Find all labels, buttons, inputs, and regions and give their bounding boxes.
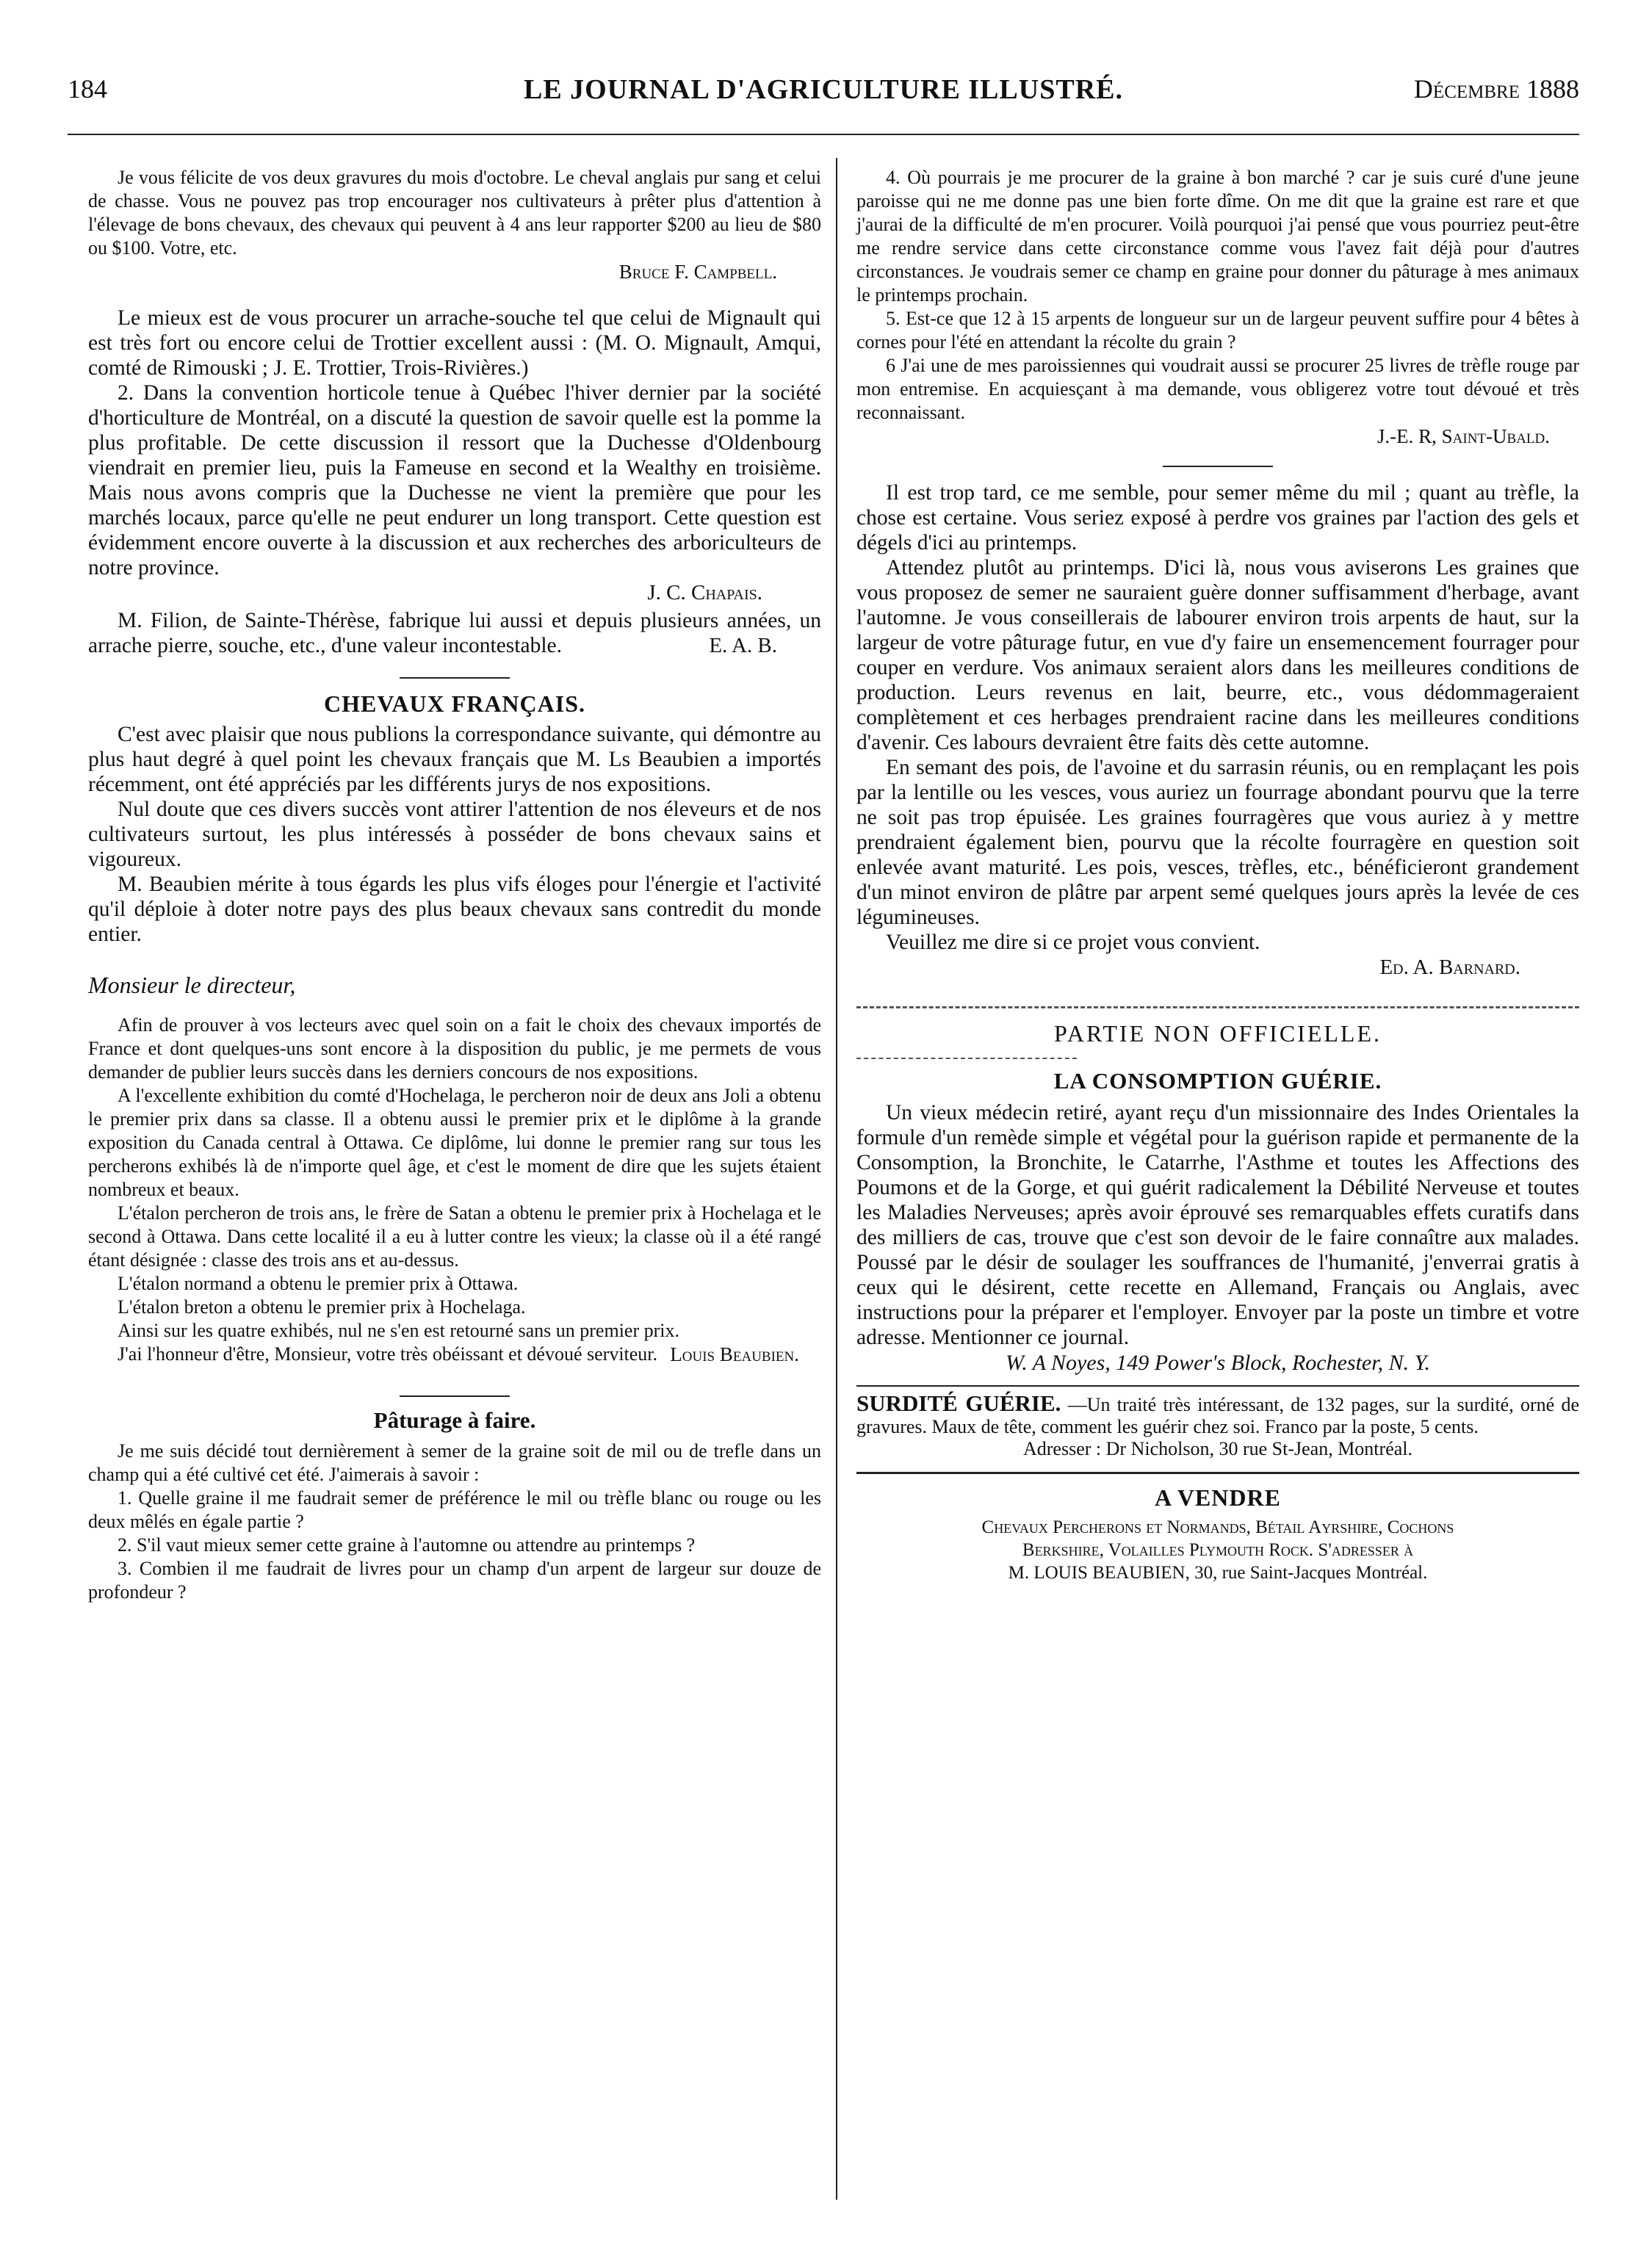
chevaux-francais-heading: CHEVAUX FRANÇAIS. <box>324 690 585 717</box>
paturage-question-3: 3. Combien il me faudrait de livres pour un champ d'un arpent de largeur sur douze de profondeur ? <box>88 1558 821 1603</box>
answer-rule <box>1163 466 1273 467</box>
paturage-questions-continued <box>856 166 1579 448</box>
answer-paragraph-2: Attendez plutôt au printemps. D'ici là, nous vous aviserons Les graines que vous proposez de semer ne sauraient guère donner suffisamment d'herbage, avant l'automne. Je vous conseillerais de labourer environ trois arpents de haut, sur la largeur de votre pâturage futur, en vue d'y faire un ensemencement fourrager pour couper en verdure. Vos animaux seraient alors dans les meilleures conditions de production. Leurs revenus en lait, beurre, etc., vous dédommageraient complètement et ces herbages prendraient racine dans les meilleures conditions d'avenir. Ces labours devraient être faits dès cette automne. <box>856 556 1579 754</box>
campbell-signature: Bruce F. Campbell. <box>618 261 777 283</box>
paturage-paragraph-1: Je me suis décidé tout dernièrement à semer de la graine soit de mil ou de trefle dans un champ qui a été cultivé cet été. J'aimerais à savoir : <box>88 1440 821 1485</box>
vendre-rule <box>856 1472 1579 1474</box>
reply-paragraph-2: 2. Dans la convention horticole tenue à Québec l'hiver dernier par la société d'horticulture de Montréal, on a discuté la question de savoir quelle est la pomme la plus profitable. De cette discussion il ressort que la Duchesse d'Oldenbourg viendrait en premier lieu, puis la Fameuse en second et la Wealthy en troisième. Mais nous avons compris que la Duchesse ne vient la première que pour les marchés locaux, parce qu'elle ne peut endurer un long transport. Cette question est évidemment encore ouverte à la discussion et aux recherches des arboriculteurs de notre province. <box>88 381 821 579</box>
chevaux-paragraph-2: Nul doute que ces divers succès vont attirer l'attention de nos éleveurs et de nos cultivateurs surtout, les plus intéressés à posséder de bons chevaux sains et vigoureux. <box>88 798 821 871</box>
journal-title: LE JOURNAL D'AGRICULTURE ILLUSTRÉ. <box>523 74 1123 105</box>
consomption-ad <box>856 1100 1579 1376</box>
issue-date: Décembre 1888 <box>1413 74 1579 104</box>
page-number: 184 <box>68 74 107 104</box>
page-header <box>68 73 1579 115</box>
beaubien-paragraph-1: Afin de prouver à vos lecteurs avec quel soin on a fait le choix des chevaux importés de France et dont quelques-uns sont encore à la disposition du public, je me permets de vous demander de publier leurs succès dans les derniers concours de nos expositions. <box>88 1014 821 1083</box>
answer-block <box>856 480 1579 980</box>
paturage-letter <box>88 1440 821 1604</box>
beaubien-paragraph-2: A l'excellente exhibition du comté d'Hochelaga, le percheron noir de deux ans Joli a obtenu le premier prix dans sa classe. Il a obtenu aussi le premier prix et le diplôme à la grande exposition du Canada central à Ottawa. Ce diplôme, lui donne le premier rang sur tous les percherons exhibés là de n'importe quel âge, et c'est le moment de dire que les sujets étaient nombreux et beaux. <box>88 1085 821 1200</box>
beaubien-paragraph-6: Ainsi sur les quatre exhibés, nul ne s'en est retourné sans un premier prix. <box>118 1320 679 1341</box>
chevaux-intro <box>88 722 821 947</box>
beaubien-paragraph-5: L'étalon breton a obtenu le premier prix à Hochelaga. <box>118 1296 526 1318</box>
surdite-ad <box>856 1390 1580 1460</box>
paturage-question-1: 1. Quelle graine il me faudrait semer de préférence le mil ou trèfle blanc ou rouge ou les deux mêlés en égale partie ? <box>88 1487 821 1532</box>
partie-dotted-rule <box>856 1058 1077 1059</box>
partie-non-officielle-heading: PARTIE NON OFFICIELLE. <box>1053 1020 1382 1047</box>
header-rule <box>68 134 1579 135</box>
answer-paragraph-4: Veuillez me dire si ce projet vous convient. <box>886 931 1260 954</box>
surdite-text: —Un traité très intéressant, de 132 pages, sur la surdité, orné de gravures. Maux de tête, comment les guérir chez soi. Franco par la poste, 5 cents. <box>856 1394 1580 1437</box>
section-rule-2 <box>400 1395 510 1397</box>
surdite-rule <box>856 1385 1579 1387</box>
question-signature: J.-E. R, Saint-Ubald. <box>1376 425 1550 447</box>
filion-signature: E. A. B. <box>709 634 777 657</box>
chapais-signature: J. C. Chapais. <box>647 581 762 604</box>
question-4: 4. Où pourrais je me procurer de la graine à bon marché ? car je suis curé d'une jeune paroisse qui ne me donne pas une bien forte dîme. On me dit que la graine est rare et que j'aurai de la difficulté de m'en procurer. Voilà pourquoi j'ai pensé que vous pourriez peut-être me rendre service dans cette circonstance comme vous l'avez fait déjà pour d'autres circonstances. Je voudrais semer ce champ en graine pour donner du pâturage à mes animaux le printemps prochain. <box>856 167 1579 306</box>
beaubien-signature: Louis Beaubien. <box>670 1343 799 1365</box>
campbell-letter-text: Je vous félicite de vos deux gravures du mois d'octobre. Le cheval anglais pur sang et celui de chasse. Vous ne pouvez pas trop encourager nos cultivateurs à prêter plus d'attention à l'élevage de bons chevaux, des chevaux qui peuvent à 4 ans leur rapporter $200 au lieu de $80 ou $100. Votre, etc. <box>88 167 821 259</box>
beaubien-paragraph-4: L'étalon normand a obtenu le premier prix à Ottawa. <box>118 1273 519 1294</box>
surdite-lead: SURDITÉ GUÉRIE. <box>856 1390 1061 1416</box>
beaubien-paragraph-3: L'étalon percheron de trois ans, le frère de Satan a obtenu le premier prix à Hochelaga et le second à Ottawa. Dans cette localité il a eu à lutter contre les vieux; la classe où il a été rangé étant désignée : classe des trois ans et au-dessus. <box>88 1202 821 1271</box>
answer-paragraph-3: En semant des pois, de l'avoine et du sarrasin réunis, ou en remplaçant les pois par la lentille ou les vesces, vous auriez un fourrage abondant pourvu que la terre ne soit pas trop épuisée. Les graines fourragères que vous auriez à y mettre prendraient également bien, pourvu que la récolte fourragère en question soit enlevée avant maturité. Les pois, vesces, trèfles, etc., bénéficieront grandement d'un minot environ de plâtre par arpent semé quelques jours après la levée de ces légumineuses. <box>856 756 1579 929</box>
filion-paragraph: M. Filion, de Sainte-Thérèse, fabrique lui aussi et depuis plusieurs années, un arrache pierre, souche, etc., d'une valeur incontestable. <box>88 609 821 657</box>
a-vendre-line-2: Berkshire, Volailles Plymouth Rock. S'adresser à <box>1022 1540 1414 1560</box>
salutation: Monsieur le directeur, <box>88 972 296 998</box>
chevaux-paragraph-1: C'est avec plaisir que nous publions la correspondance suivante, qui démontre au plus haut degré à quel point les chevaux français que M. Ls Beaubien a importés récemment, ont été appréciés par les différents jurys de nos expositions. <box>88 723 821 796</box>
a-vendre-heading: A VENDRE <box>1155 1484 1281 1511</box>
a-vendre-line-3: M. LOUIS BEAUBIEN, 30, rue Saint-Jacques Montréal. <box>1008 1563 1428 1583</box>
a-vendre-line-1: Chevaux Percherons et Normands, Bétail Ayrshire, Cochons <box>981 1517 1454 1537</box>
beaubien-paragraph-7: J'ai l'honneur d'être, Monsieur, votre très obéissant et dévoué serviteur. <box>118 1343 658 1365</box>
chevaux-paragraph-3: M. Beaubien mérite à tous égards les plus vifs éloges pour l'énergie et l'activité qu'il déploie à doter notre pays des plus beaux chevaux sans contredit du monde entier. <box>88 873 821 946</box>
question-5: 5. Est-ce que 12 à 15 arpents de longueur sur un de largeur peuvent suffire pour 4 bêtes à cornes pour l'été en attendant la récolte du grain ? <box>856 308 1579 353</box>
left-column <box>88 166 821 1604</box>
campbell-letter <box>88 166 821 284</box>
noyes-address: W. A Noyes, 149 Power's Block, Rochester, N. Y. <box>1005 1351 1431 1375</box>
column-divider <box>836 158 837 2200</box>
surdite-address: Adresser : Dr Nicholson, 30 rue St-Jean, Montréal. <box>1023 1438 1412 1459</box>
beaubien-letter <box>88 1014 821 1366</box>
section-dotted-rule <box>856 1006 1579 1008</box>
section-rule <box>400 677 510 679</box>
paturage-question-2: 2. S'il vaut mieux semer cette graine à l'automne ou attendre au printemps ? <box>118 1534 696 1556</box>
a-vendre-body <box>856 1516 1579 1584</box>
paturage-heading: Pâturage à faire. <box>373 1407 536 1433</box>
reply-paragraph-1: Le mieux est de vous procurer un arrache-souche tel que celui de Mignault qui est très fort ou encore celui de Trottier excellent aussi : (M. O. Mignault, Amqui, comté de Rimouski ; J. E. Trottier, Trois-Rivières.) <box>88 306 821 380</box>
consomption-paragraph: Un vieux médecin retiré, ayant reçu d'un missionnaire des Indes Orientales la formule d'un remède simple et végétal pour la guérison rapide et permanente de la Consomption, la Bronchite, le Catarrhe, l'Asthme et toutes les Affections des Poumons et de la Gorge, et qui guérit radicalement la Débilité Nerveuse et toutes les Maladies Nerveuses; après avoir éprouvé ses remarquables effets curatifs dans des milliers de cas, trouve que c'est son devoir de le faire connaître aux malades. Poussé par le désir de soulager les souffrances de l'humanité, j'enverrai gratis à ceux qui le désirent, cette recette en Allemand, Français ou Anglais, avec instructions pour la préparer et l'employer. Envoyer par la poste un timbre et votre adresse. Mentionner ce journal. <box>856 1101 1579 1349</box>
consomption-heading: LA CONSOMPTION GUÉRIE. <box>1053 1068 1382 1094</box>
barnard-signature: Ed. A. Barnard. <box>1379 956 1520 979</box>
answer-paragraph-1: Il est trop tard, ce me semble, pour semer même du mil ; quant au trèfle, la chose est certaine. Vous seriez exposé à perdre vos graines par l'action des gels et dégels d'ici au printemps. <box>856 481 1579 555</box>
reply-block <box>88 306 821 658</box>
right-column <box>856 166 1579 1584</box>
question-6: 6 J'ai une de mes paroissiennes qui voudrait aussi se procurer 25 livres de trèfle rouge par mon entremise. En acquiesçant à ma demande, vous obligerez votre tout dévoué et très reconnaissant. <box>856 355 1579 423</box>
